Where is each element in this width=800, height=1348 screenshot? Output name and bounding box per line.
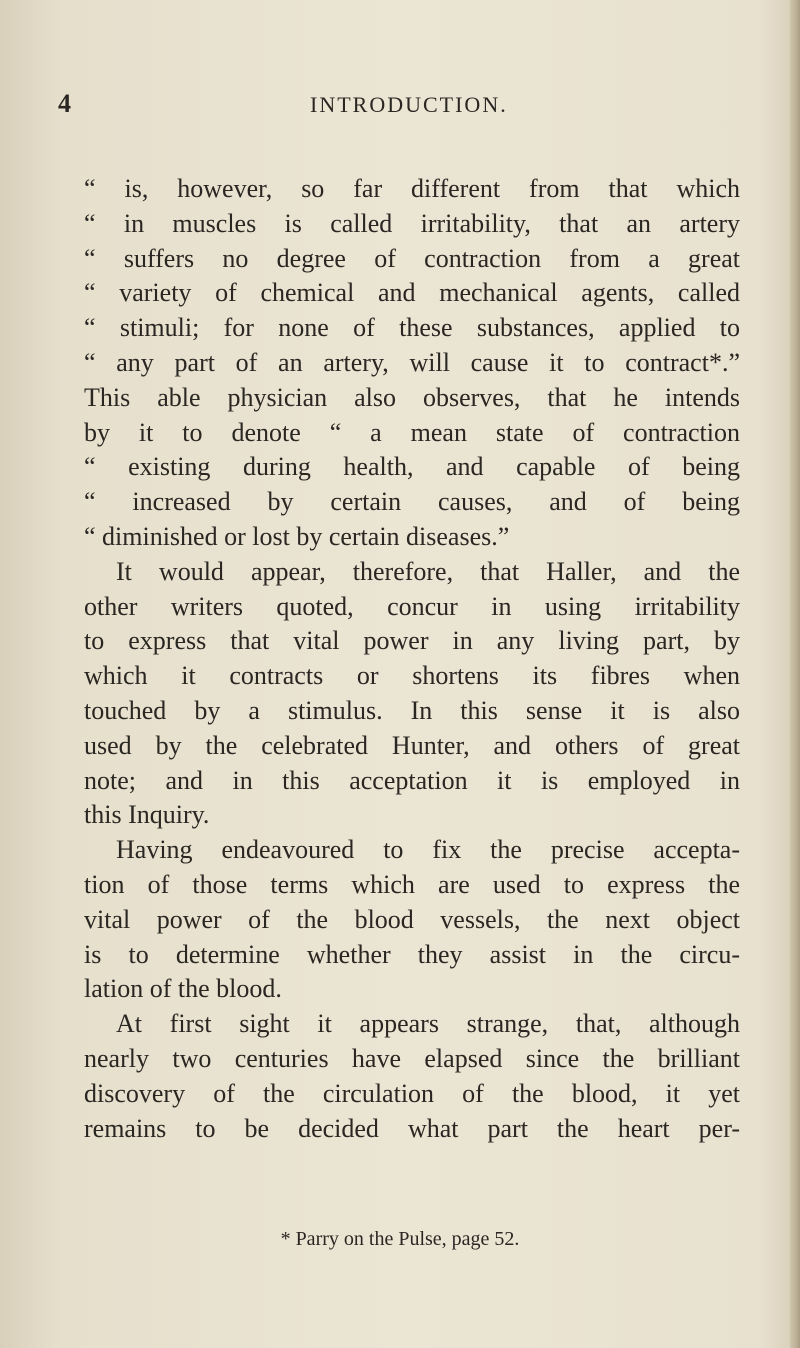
text-line: other writers quoted, concur in using irritability	[84, 591, 740, 621]
text-line: “ variety of chemical and mechanical agents, called	[84, 278, 740, 308]
text-line: discovery of the circulation of the blood, it yet	[84, 1078, 740, 1108]
page-header	[0, 83, 800, 123]
page-edge	[790, 0, 800, 1348]
text-line: It would appear, therefore, that Haller, and the	[116, 556, 740, 586]
body-text	[84, 172, 740, 1146]
text-line: which it contracts or shortens its fibres when	[84, 661, 740, 691]
text-line: This able physician also observes, that he intends	[84, 382, 740, 412]
text-line: “ is, however, so far different from that which	[84, 174, 740, 203]
text-line: “ increased by certain causes, and of being	[84, 487, 740, 517]
text-line: used by the celebrated Hunter, and others of great	[84, 730, 740, 760]
text-line: At first sight it appears strange, that, although	[116, 1009, 740, 1039]
text-line: note; and in this acceptation it is employed in	[84, 765, 740, 795]
text-line: tion of those terms which are used to express the	[84, 869, 740, 899]
text-line: nearly two centuries have elapsed since the brilliant	[84, 1043, 740, 1073]
text-line: “ diminished or lost by certain diseases.”	[84, 521, 510, 551]
text-line: “ suffers no degree of contraction from a great	[84, 243, 740, 273]
footnote: * Parry on the Pulse, page 52.	[280, 1228, 520, 1250]
text-line: Having endeavoured to fix the precise accepta-	[116, 835, 740, 865]
text-line: vital power of the blood vessels, the next object	[84, 904, 740, 934]
text-line: “ any part of an artery, will cause it to contract*.”	[84, 347, 740, 377]
text-line: to express that vital power in any living part, by	[84, 626, 740, 656]
text-line: this Inquiry.	[84, 800, 210, 830]
text-line: lation of the blood.	[84, 974, 282, 1004]
running-head: INTRODUCTION.	[310, 92, 508, 117]
text-line: “ stimuli; for none of these substances, applied to	[84, 313, 740, 343]
text-line: touched by a stimulus. In this sense it is also	[84, 695, 740, 725]
text-line: is to determine whether they assist in the circu-	[84, 939, 740, 969]
page-number: 4	[58, 89, 71, 118]
text-line: by it to denote “ a mean state of contraction	[84, 417, 740, 447]
text-line: remains to be decided what part the heart per-	[84, 1113, 740, 1143]
text-line: “ in muscles is called irritability, that an artery	[84, 208, 740, 238]
text-line: “ existing during health, and capable of being	[84, 452, 740, 482]
